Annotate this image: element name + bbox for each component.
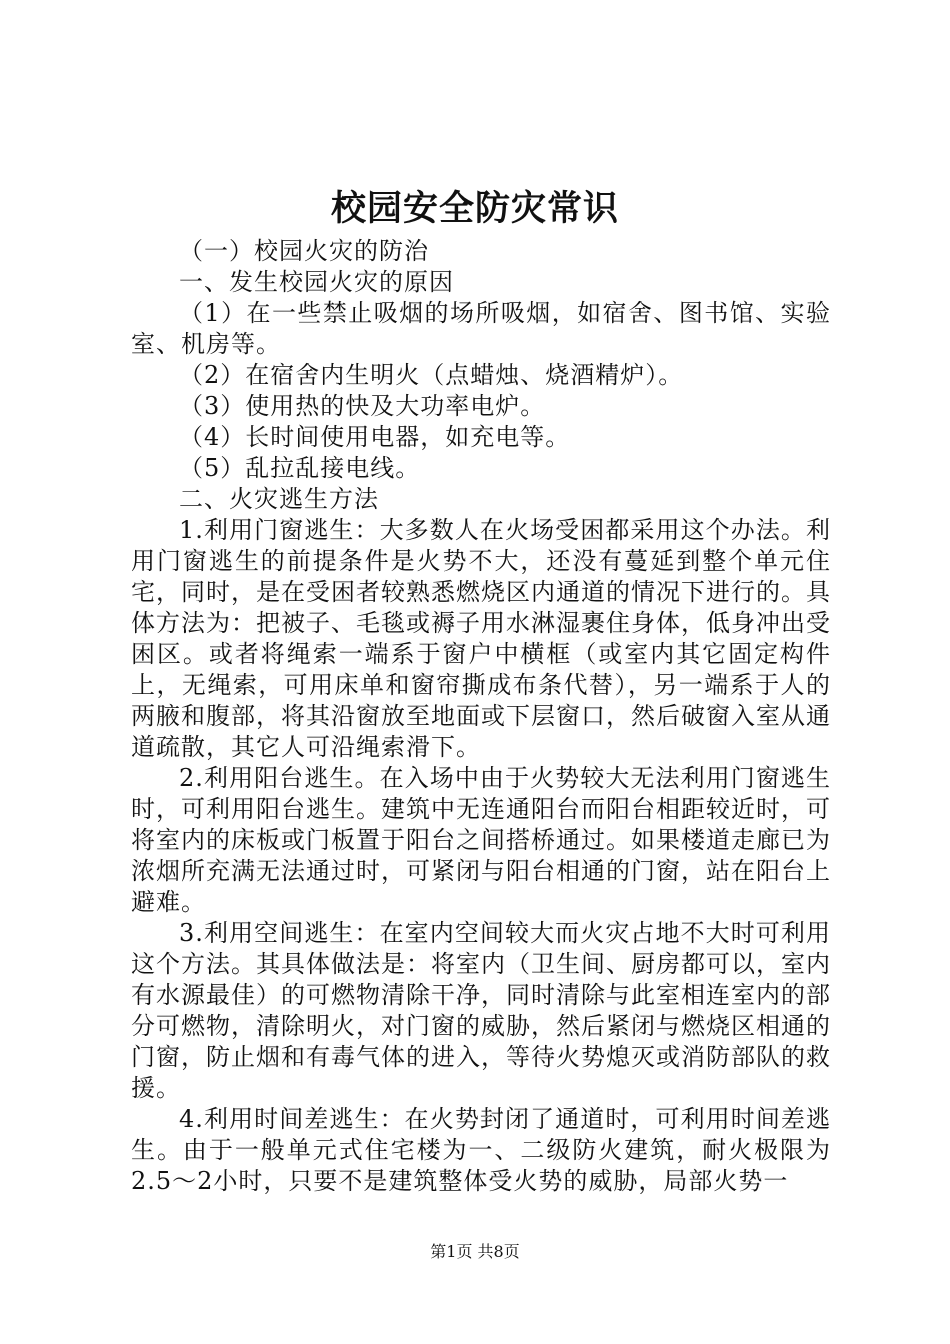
document-body (131, 236, 831, 1197)
paragraph-cause-2: （2）在宿舍内生明火（点蜡烛、烧酒精炉）。 (179, 361, 684, 389)
paragraph-heading-escape: 二、火灾逃生方法 (179, 485, 379, 513)
paragraph-cause-5: （5）乱拉乱接电线。 (179, 454, 421, 482)
paragraph-escape-space: 3.利用空间逃生：在室内空间较大而火灾占地不大时可利用这个方法。其具体做法是：将室内（卫生间、厨房都可以，室内有水源最佳）的可燃物清除干净，同时清除与此室相连室内的部分可燃物，清除明火，对门窗的威胁，然后紧闭与燃烧区相通的门窗，防止烟和有毒气体的进入，等待火势熄灭或消防部队的救援。 (131, 919, 831, 1102)
paragraph-heading-causes: 一、发生校园火灾的原因 (179, 268, 454, 296)
page-number: 第1页 (430, 1242, 473, 1261)
document-title: 校园安全防灾常识 (330, 188, 619, 229)
page-footer (0, 1240, 950, 1264)
paragraph-escape-windows: 1.利用门窗逃生：大多数人在火场受困都采用这个办法。利用门窗逃生的前提条件是火势不大，还没有蔓延到整个单元住宅，同时，是在受困者较熟悉燃烧区内通道的情况下进行的。具体方法为：把被子、毛毯或褥子用水淋湿裹住身体，低身冲出受困区。或者将绳索一端系于窗户中横框（或室内其它固定构件上，无绳索，可用床单和窗帘撕成布条代替），另一端系于人的两腋和腹部，将其沿窗放至地面或下层窗口，然后破窗入室从通道疏散，其它人可沿绳索滑下。 (131, 516, 831, 761)
paragraph-section-heading: （一）校园火灾的防治 (179, 237, 429, 265)
page-total: 共8页 (477, 1242, 520, 1261)
paragraph-cause-1: （1）在一些禁止吸烟的场所吸烟，如宿舍、图书馆、实验室、机房等。 (131, 299, 831, 358)
paragraph-cause-3: （3）使用热的快及大功率电炉。 (179, 392, 546, 420)
paragraph-escape-balcony: 2.利用阳台逃生。在入场中由于火势较大无法利用门窗逃生时，可利用阳台逃生。建筑中无连通阳台而阳台相距较近时，可将室内的床板或门板置于阳台之间搭桥通过。如果楼道走廊已为浓烟所充满无法通过时，可紧闭与阳台相通的门窗，站在阳台上避难。 (131, 764, 831, 916)
paragraph-escape-time: 4.利用时间差逃生：在火势封闭了通道时，可利用时间差逃生。由于一般单元式住宅楼为一、二级防火建筑，耐火极限为2.5～2小时，只要不是建筑整体受火势的威胁，局部火势一 (131, 1105, 831, 1195)
paragraph-cause-4: （4）长时间使用电器，如充电等。 (179, 423, 571, 451)
